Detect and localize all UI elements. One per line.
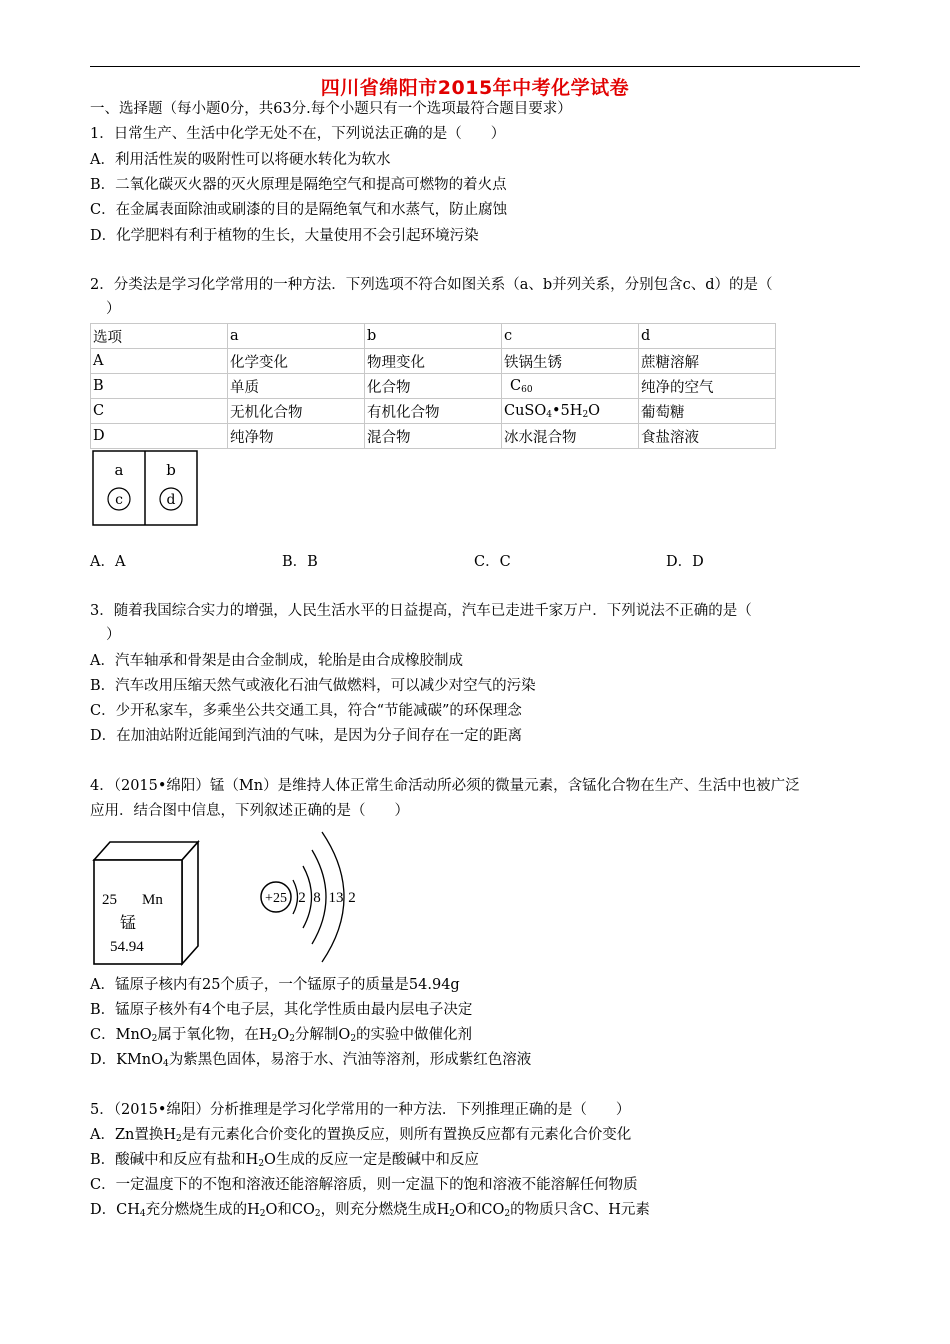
- table-cell: 纯净的空气: [639, 374, 776, 399]
- q3-option-d: D．在加油站附近能闻到汽油的气味，是因为分子间存在一定的距离: [90, 728, 523, 744]
- table-header-cell: d: [639, 324, 776, 349]
- q2-stem-line1: 2．分类法是学习化学常用的一种方法．下列选项不符合如图关系（a、b并列关系，分别包含c、d）的是（: [90, 277, 773, 293]
- table-cell: 化合物: [365, 374, 502, 399]
- q4-stem-line2: 应用．结合图中信息，下列叙述正确的是（ ）: [90, 803, 409, 819]
- table-cell: 蔗糖溶解: [639, 349, 776, 374]
- table-row: [91, 399, 776, 424]
- q4-option-b: B．锰原子核外有4个电子层，其化学性质由最内层电子决定: [90, 1002, 473, 1018]
- shell-electrons-4: 2: [348, 890, 356, 906]
- diagram-label-a: a: [114, 461, 124, 479]
- table-row: [91, 424, 776, 449]
- q2-option-a: A．A: [90, 554, 126, 570]
- table-cell: 葡萄糖: [639, 399, 776, 424]
- table-cell-formula: $CuSO_4•5H_2O$: [502, 399, 639, 424]
- section-heading: 一、选择题（每小题0分，共63分.每个小题只有一个选项最符合题目要求）: [90, 101, 572, 117]
- diagram-label-c: c: [115, 492, 123, 508]
- table-cell: 物理变化: [365, 349, 502, 374]
- diagram-label-d: d: [166, 492, 176, 508]
- table-cell: B: [91, 374, 228, 399]
- electron-shell-arc: [293, 880, 298, 914]
- table-cell: 铁锅生锈: [502, 349, 639, 374]
- q1-option-a: A．利用活性炭的吸附性可以将硬水转化为软水: [90, 152, 391, 168]
- shell-electrons-3: 13: [328, 890, 344, 906]
- table-header-row: [91, 324, 776, 349]
- q1-stem: 1．日常生产、生活中化学无处不在，下列说法正确的是（ ）: [90, 126, 506, 142]
- shell-electrons-2: 8: [313, 890, 321, 906]
- table-cell: 冰水混合物: [502, 424, 639, 449]
- q2-stem-line2: ）: [106, 301, 121, 317]
- q5-option-c: C．一定温度下的不饱和溶液还能溶解溶质，则一定温下的饱和溶液不能溶解任何物质: [90, 1177, 638, 1193]
- header-rule: [90, 66, 860, 67]
- table-row: [91, 374, 776, 399]
- element-card: [94, 842, 198, 964]
- table-cell: 纯净物: [228, 424, 365, 449]
- table-cell: 无机化合物: [228, 399, 365, 424]
- q3-stem-line2: ）: [106, 627, 121, 643]
- set-relation-diagram: [92, 450, 200, 528]
- q3-option-c: C．少开私家车，多乘坐公共交通工具，符合“节能减碳”的环保理念: [90, 703, 522, 719]
- table-cell: 混合物: [365, 424, 502, 449]
- table-header-cell: a: [228, 324, 365, 349]
- q5-option-b: B．酸碱中和反应有盐和$H_2O$生成的反应一定是酸碱中和反应: [90, 1152, 479, 1169]
- table-header-cell: c: [502, 324, 639, 349]
- diagram-label-b: b: [166, 461, 176, 479]
- table-cell: 化学变化: [228, 349, 365, 374]
- shell-electrons-1: 2: [298, 890, 306, 906]
- q5-option-d: D．$CH_4$充分燃烧生成的$H_2O$和$CO_2$，则充分燃烧生成$H_2O$和$CO_2$的物质只含C、H元素: [90, 1202, 650, 1219]
- element-symbol: Mn: [142, 892, 163, 908]
- exam-title: 四川省绵阳市2015年中考化学试卷: [320, 77, 630, 99]
- q2-option-b: B．B: [282, 554, 318, 570]
- table-row: [91, 349, 776, 374]
- element-atomic-number: 25: [102, 892, 117, 908]
- table-cell: A: [91, 349, 228, 374]
- q1-option-d: D．化学肥料有利于植物的生长，大量使用不会引起环境污染: [90, 228, 479, 244]
- nucleus-charge: +25: [265, 891, 287, 906]
- manganese-diagram: [90, 820, 380, 970]
- table-cell: 单质: [228, 374, 365, 399]
- table-cell: D: [91, 424, 228, 449]
- q3-option-a: A．汽车轴承和骨架是由合金制成，轮胎是由合成橡胶制成: [90, 653, 463, 669]
- table-cell: 食盐溶液: [639, 424, 776, 449]
- q1-option-b: B．二氧化碳灭火器的灭火原理是隔绝空气和提高可燃物的着火点: [90, 177, 507, 193]
- q4-option-d: D．KMnO$_4$为紫黑色固体，易溶于水、汽油等溶剂，形成紫红色溶液: [90, 1052, 532, 1069]
- table-cell-formula: $C_{60}$: [502, 374, 639, 399]
- element-atomic-mass: 54.94: [110, 939, 144, 955]
- q3-option-b: B．汽车改用压缩天然气或液化石油气做燃料，可以减少对空气的污染: [90, 678, 536, 694]
- q4-option-c: C．MnO$_2$属于氧化物，在$H_2O_2$分解制$O_2$的实验中做催化剂: [90, 1027, 473, 1044]
- table-cell: C: [91, 399, 228, 424]
- atomic-structure: [261, 832, 356, 962]
- q5-stem: 5．（2015•绵阳）分析推理是学习化学常用的一种方法．下列推理正确的是（ ）: [90, 1102, 631, 1118]
- element-name: 锰: [120, 913, 137, 932]
- q4-stem-line1: 4．（2015•绵阳）锰（Mn）是维持人体正常生命活动所必须的微量元素，含锰化合物在生产、生活中也被广泛: [90, 778, 800, 794]
- q2-classification-table: [90, 323, 776, 449]
- q2-option-c: C．C: [474, 554, 511, 570]
- table-cell: 有机化合物: [365, 399, 502, 424]
- q5-option-a: A．Zn置换$H_2$是有元素化合价变化的置换反应，则所有置换反应都有元素化合价变化: [90, 1127, 632, 1144]
- table-header-cell: b: [365, 324, 502, 349]
- q4-option-a: A．锰原子核内有25个质子，一个锰原子的质量是54.94g: [90, 977, 460, 993]
- table-header-cell: 选项: [91, 324, 228, 349]
- q2-option-d: D．D: [666, 554, 704, 570]
- q3-stem-line1: 3．随着我国综合实力的增强，人民生活水平的日益提高，汽车已走进千家万户．下列说法不正确的是（: [90, 603, 752, 619]
- q1-option-c: C．在金属表面除油或刷漆的目的是隔绝氧气和水蒸气，防止腐蚀: [90, 202, 508, 218]
